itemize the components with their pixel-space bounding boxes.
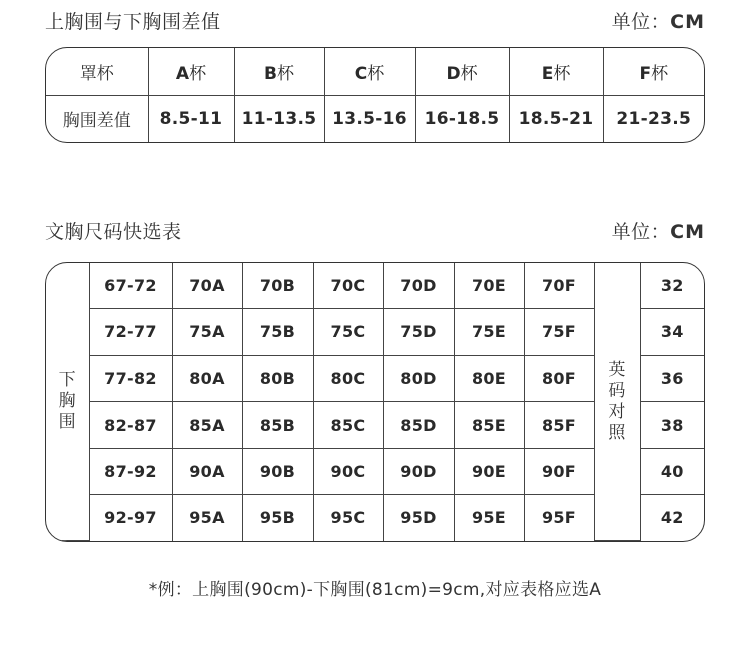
size-cell: 75F (524, 308, 594, 355)
cup-d (415, 48, 509, 95)
size-cell: 80E (454, 355, 524, 402)
uk-size: 40 (640, 448, 704, 495)
size-cell: 85F (524, 402, 594, 449)
underbust-label (46, 263, 89, 541)
size-cell: 75A (172, 308, 242, 355)
uk-size: 38 (640, 402, 704, 449)
size-cell: 95C (313, 495, 383, 541)
cup-letter: A (175, 63, 190, 84)
size-cell: 95B (242, 495, 313, 541)
uk-size-label-char: 对 (608, 401, 626, 422)
underbust-range: 72-77 (89, 308, 172, 355)
size-cell: 95D (383, 495, 454, 541)
size-cell: 90F (524, 448, 594, 495)
size-row (46, 263, 704, 308)
size-cell: 90D (383, 448, 454, 495)
uk-size: 36 (640, 355, 704, 402)
uk-size-label-char: 码 (608, 380, 626, 401)
uk-size: 34 (640, 308, 704, 355)
underbust-label-char: 胸 (58, 391, 76, 411)
footnote: *例：上胸围(90cm)-下胸围(81cm)=9cm,对应表格应选A (148, 580, 602, 600)
unit-label-1 (612, 7, 705, 34)
cup-suffix: 杯 (460, 63, 478, 84)
size-cell: 75E (454, 308, 524, 355)
underbust-range: 67-72 (89, 263, 172, 308)
size-cell: 70E (454, 263, 524, 308)
cup-letter: D (446, 63, 461, 84)
unit-prefix: 单位： (611, 221, 671, 243)
size-cell: 80A (172, 355, 242, 402)
cup-e (509, 48, 603, 95)
cup-diff-table (45, 47, 705, 143)
size-cell: 70C (313, 263, 383, 308)
size-cell: 80C (313, 355, 383, 402)
size-cell: 70D (383, 263, 454, 308)
unit-prefix: 单位： (611, 11, 671, 33)
size-cell: 75C (313, 308, 383, 355)
size-cell: 90A (172, 448, 242, 495)
underbust-range: 92-97 (89, 495, 172, 541)
cup-f (603, 48, 704, 95)
size-cell: 85B (242, 402, 313, 449)
cup-b (234, 48, 324, 95)
size-cell: 70B (242, 263, 313, 308)
size-chart-table (45, 262, 705, 542)
cup-letter: C (354, 63, 368, 84)
cup-suffix: 杯 (651, 63, 669, 84)
size-chart-title: 文胸尺码快选表 (45, 221, 182, 243)
underbust-range: 87-92 (89, 448, 172, 495)
unit-value: CM (670, 221, 705, 243)
diff-d: 16-18.5 (415, 95, 509, 142)
size-cell: 85C (313, 402, 383, 449)
diff-f: 21-23.5 (603, 95, 704, 142)
size-cell: 90E (454, 448, 524, 495)
cup-suffix: 杯 (189, 63, 207, 84)
size-cell: 70F (524, 263, 594, 308)
cup-diff-title: 上胸围与下胸围差值 (45, 11, 221, 33)
cup-suffix: 杯 (367, 63, 385, 84)
size-cell: 80B (242, 355, 313, 402)
diff-c: 13.5-16 (324, 95, 415, 142)
cup-suffix: 杯 (276, 63, 294, 84)
cup-letter: B (264, 63, 277, 84)
size-cell: 70A (172, 263, 242, 308)
underbust-range: 77-82 (89, 355, 172, 402)
uk-size-label-char: 照 (608, 422, 626, 443)
cup-header: 罩杯 (46, 48, 148, 95)
size-cell: 75B (242, 308, 313, 355)
cup-letter: E (541, 63, 554, 84)
cup-letter: F (639, 63, 652, 84)
size-cell: 85D (383, 402, 454, 449)
uk-size: 42 (640, 495, 704, 541)
uk-size-label (594, 263, 640, 541)
underbust-label-char: 下 (58, 370, 76, 390)
size-cell: 90C (313, 448, 383, 495)
size-cell: 85A (172, 402, 242, 449)
size-cell: 95E (454, 495, 524, 541)
uk-size-label-char: 英 (608, 359, 626, 380)
size-cell: 95F (524, 495, 594, 541)
size-cell: 75D (383, 308, 454, 355)
diff-e: 18.5-21 (509, 95, 603, 142)
size-cell: 95A (172, 495, 242, 541)
cup-row (46, 48, 704, 95)
diff-b: 11-13.5 (234, 95, 324, 142)
size-cell: 80F (524, 355, 594, 402)
unit-value: CM (670, 11, 705, 33)
cup-a (148, 48, 234, 95)
underbust-range: 82-87 (89, 402, 172, 449)
diff-a: 8.5-11 (148, 95, 234, 142)
size-cell: 85E (454, 402, 524, 449)
uk-size: 32 (640, 263, 704, 308)
unit-label-2 (612, 217, 705, 244)
cup-c (324, 48, 415, 95)
diff-header: 胸围差值 (46, 95, 148, 142)
size-cell: 80D (383, 355, 454, 402)
size-cell: 90B (242, 448, 313, 495)
diff-row (46, 95, 704, 142)
underbust-label-char: 围 (58, 412, 76, 432)
cup-suffix: 杯 (553, 63, 571, 84)
